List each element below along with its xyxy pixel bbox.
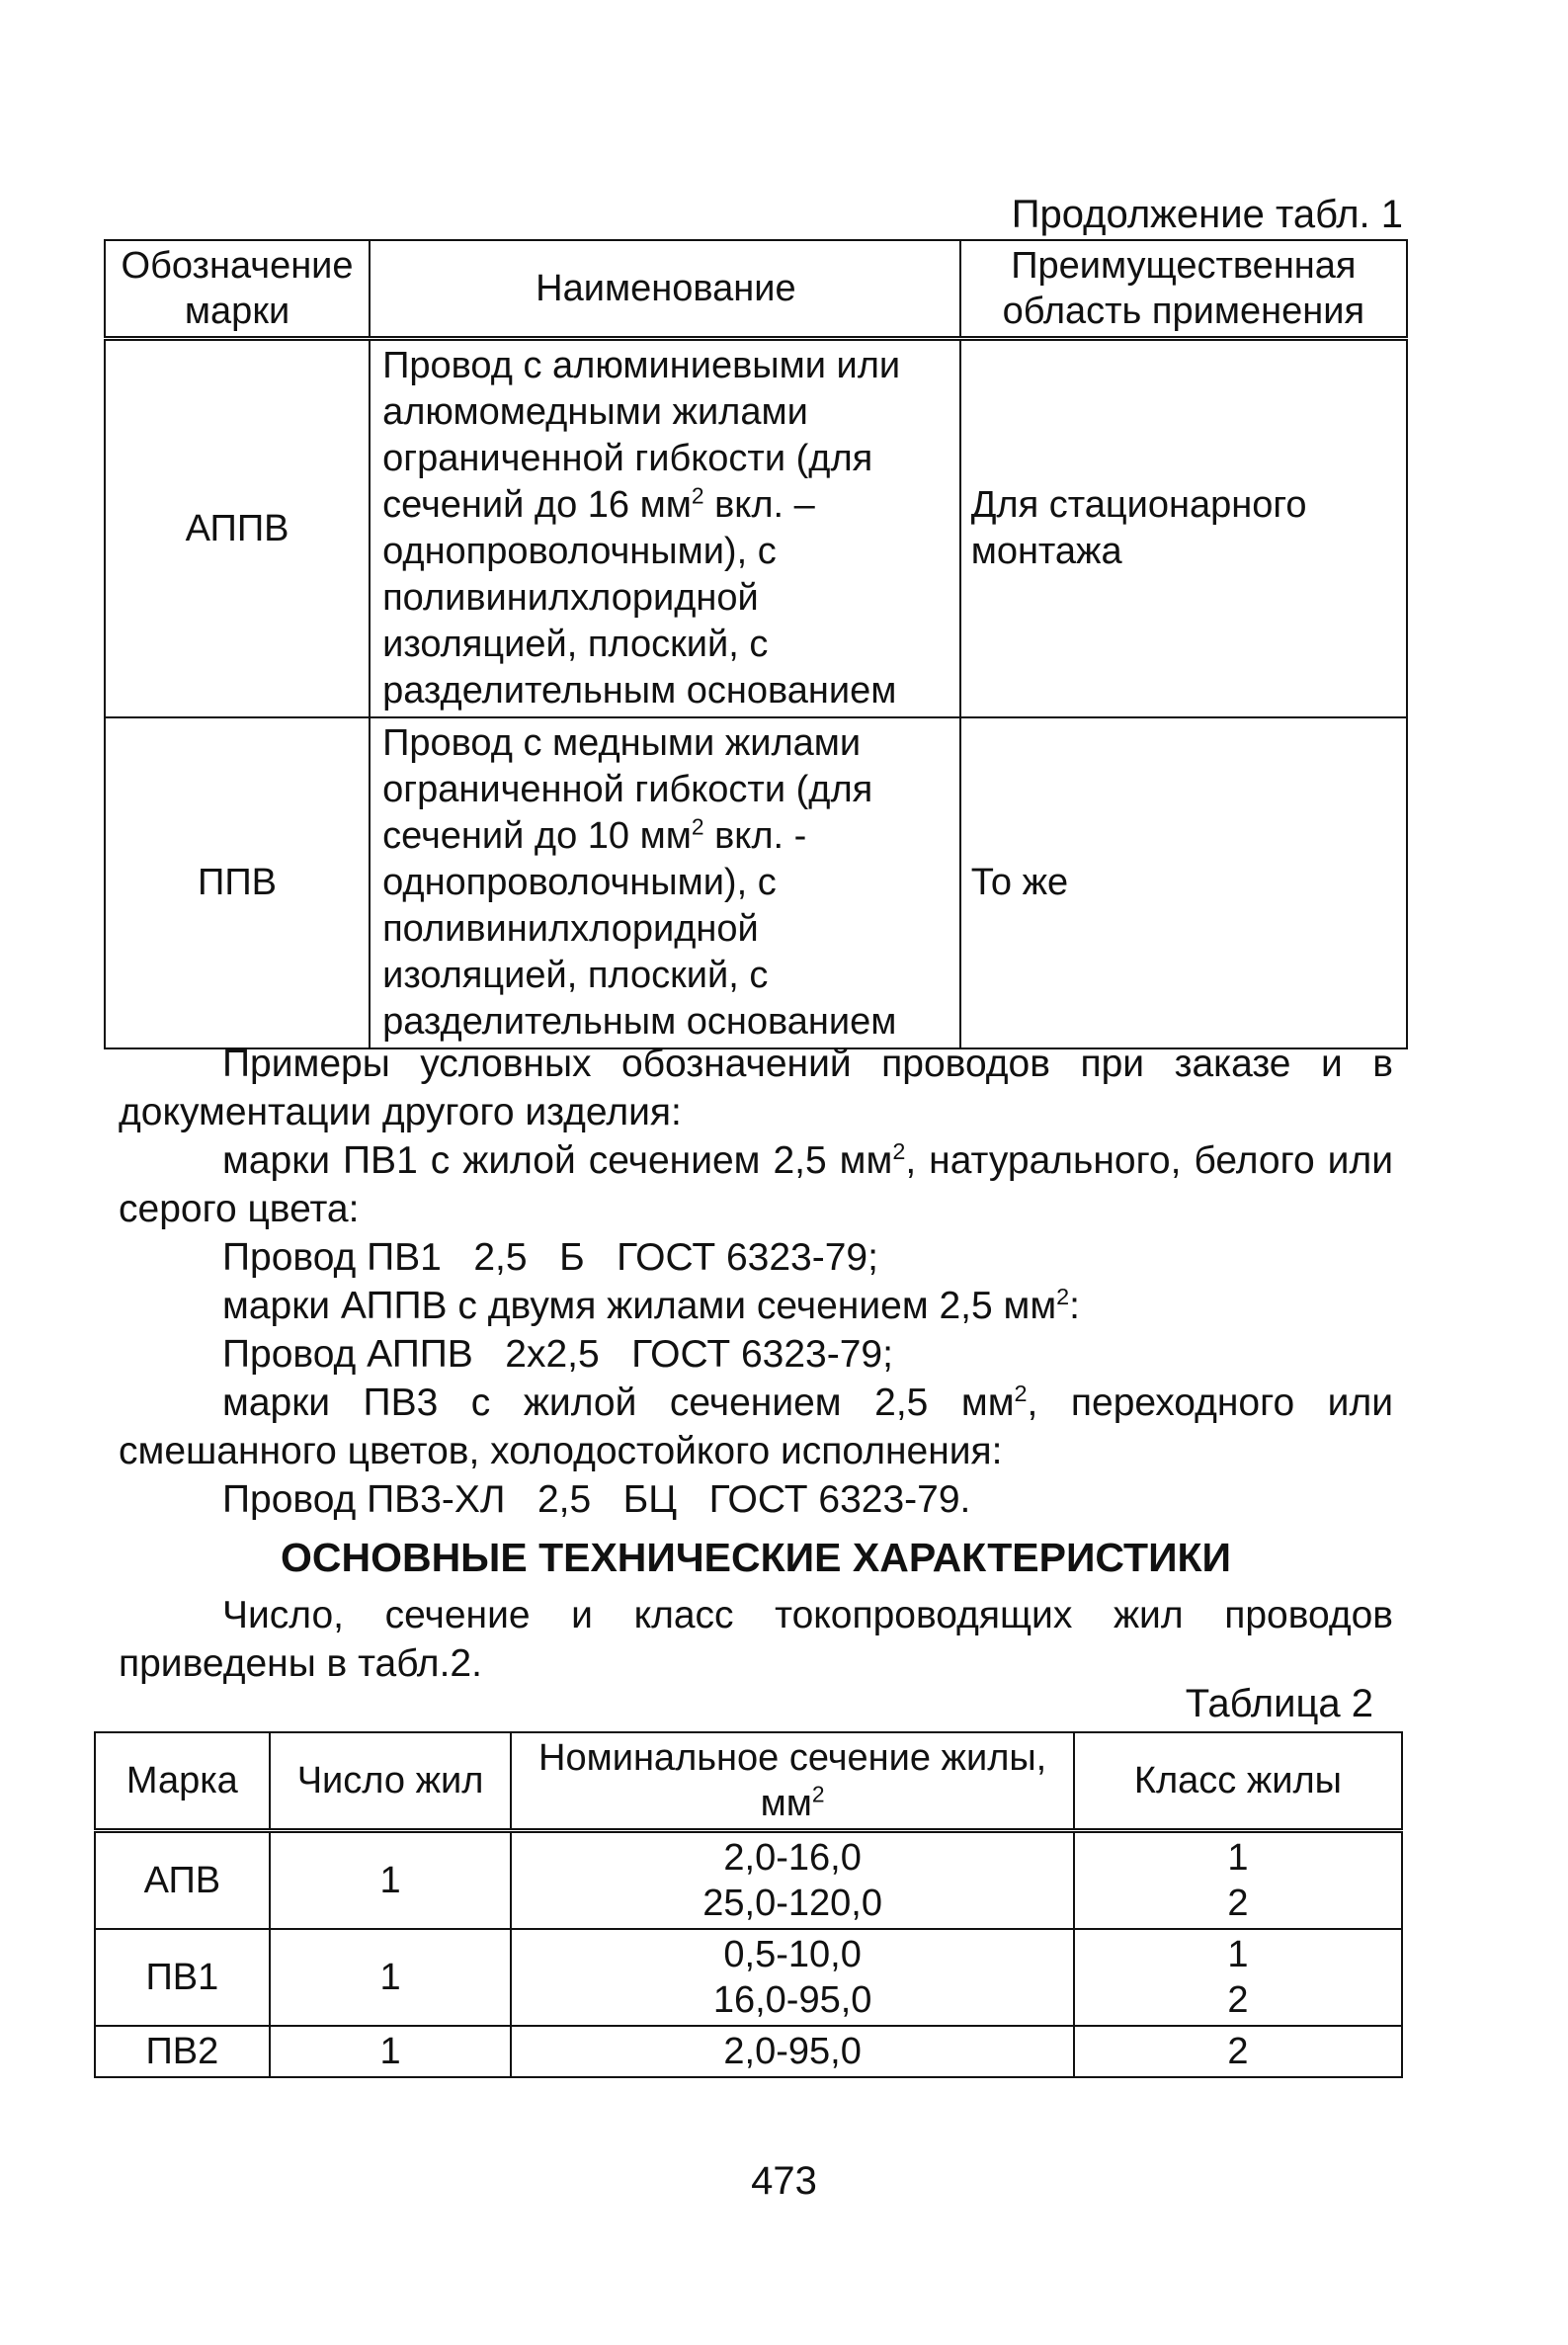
table1-cell-area: Для стационарного монтажа: [960, 339, 1407, 718]
example-3-description: марки ПВ3 с жилой сечением 2,5 $мм^2$, переходного или смешанного цветов, холодостойкого исполнения:: [119, 1381, 1393, 1472]
example-2-description: марки АППВ с двумя жилами сечением 2,5 $мм^2$:: [222, 1284, 1080, 1327]
table1-header-row: [105, 240, 1407, 339]
table1-header-mark: Обозначение марки: [105, 240, 370, 339]
section-text: [119, 1591, 1393, 1688]
table1-cell-mark: ППВ: [105, 717, 370, 1048]
table1-cell-area: То же: [960, 717, 1407, 1048]
table2-header-mark: Марка: [95, 1732, 270, 1831]
table-row: [105, 339, 1407, 718]
page-number: 473: [751, 2159, 817, 2203]
table1: [104, 239, 1408, 1049]
table2: [94, 1731, 1403, 2078]
table2-header-cores: Число жил: [270, 1732, 512, 1831]
examples-intro: Примеры условных обозначений проводов при заказе и в документации другого изделия:: [119, 1043, 1393, 1133]
table2-cell-section: 2,0-16,0 25,0-120,0: [511, 1831, 1073, 1930]
table-row: [95, 1831, 1402, 1930]
example-3-code: Провод ПВ3-ХЛ 2,5 БЦ ГОСТ 6323-79.: [222, 1478, 971, 1521]
table1-header-name: Наименование: [370, 240, 960, 339]
table2-cell-cores: 1: [270, 1831, 512, 1930]
example-1-code: Провод ПВ1 2,5 Б ГОСТ 6323-79;: [222, 1236, 878, 1279]
table-row: [105, 717, 1407, 1048]
table1-cell-name: Провод с алюминиевыми или алюмомедными жилами ограниченной гибкости (для сечений до 16 $мм^2$ вкл. – однопроволочными), с поливинилхлоридной изоляцией, плоский, с разделительным основанием: [370, 339, 960, 718]
table-row: [95, 2026, 1402, 2077]
section-heading: ОСНОВНЫЕ ТЕХНИЧЕСКИЕ ХАРАКТЕРИСТИКИ: [280, 1535, 1232, 1580]
example-1-description: марки ПВ1 с жилой сечением 2,5 $мм^2$, натурального, белого или серого цвета:: [119, 1138, 1393, 1230]
table1-header-area: Преимущественная область применения: [960, 240, 1407, 339]
table2-cell-mark: АПВ: [95, 1831, 270, 1930]
table2-cell-class: 1 2: [1074, 1831, 1402, 1930]
table1-cell-name: Провод с медными жилами ограниченной гибкости (для сечений до 10 $мм^2$ вкл. - однопроволочными), с поливинилхлоридной изоляцией, плоский, с разделительным основанием: [370, 717, 960, 1048]
table2-caption: Таблица 2: [1185, 1682, 1373, 1725]
table2-cell-section: 0,5-10,0 16,0-95,0: [511, 1929, 1073, 2026]
table2-header-section: Номинальное сечение жилы, $мм^2$: [511, 1732, 1073, 1831]
table2-cell-class: 1 2: [1074, 1929, 1402, 2026]
table2-cell-mark: ПВ2: [95, 2026, 270, 2077]
table2-cell-section: 2,0-95,0: [511, 2026, 1073, 2077]
table2-cell-mark: ПВ1: [95, 1929, 270, 2026]
table2-cell-class: 2: [1074, 2026, 1402, 2077]
table2-header-class: Класс жилы: [1074, 1732, 1402, 1831]
example-2-code: Провод АППВ 2х2,5 ГОСТ 6323-79;: [222, 1333, 893, 1376]
section-paragraph: Число, сечение и класс токопроводящих жил проводов приведены в табл.2.: [119, 1594, 1393, 1685]
table1-caption: Продолжение табл. 1: [1011, 193, 1403, 236]
table-row: [95, 1929, 1402, 2026]
table2-header-row: [95, 1732, 1402, 1831]
table2-cell-cores: 1: [270, 2026, 512, 2077]
examples-block: [119, 1040, 1393, 1524]
table2-cell-cores: 1: [270, 1929, 512, 2026]
table1-cell-mark: АППВ: [105, 339, 370, 718]
